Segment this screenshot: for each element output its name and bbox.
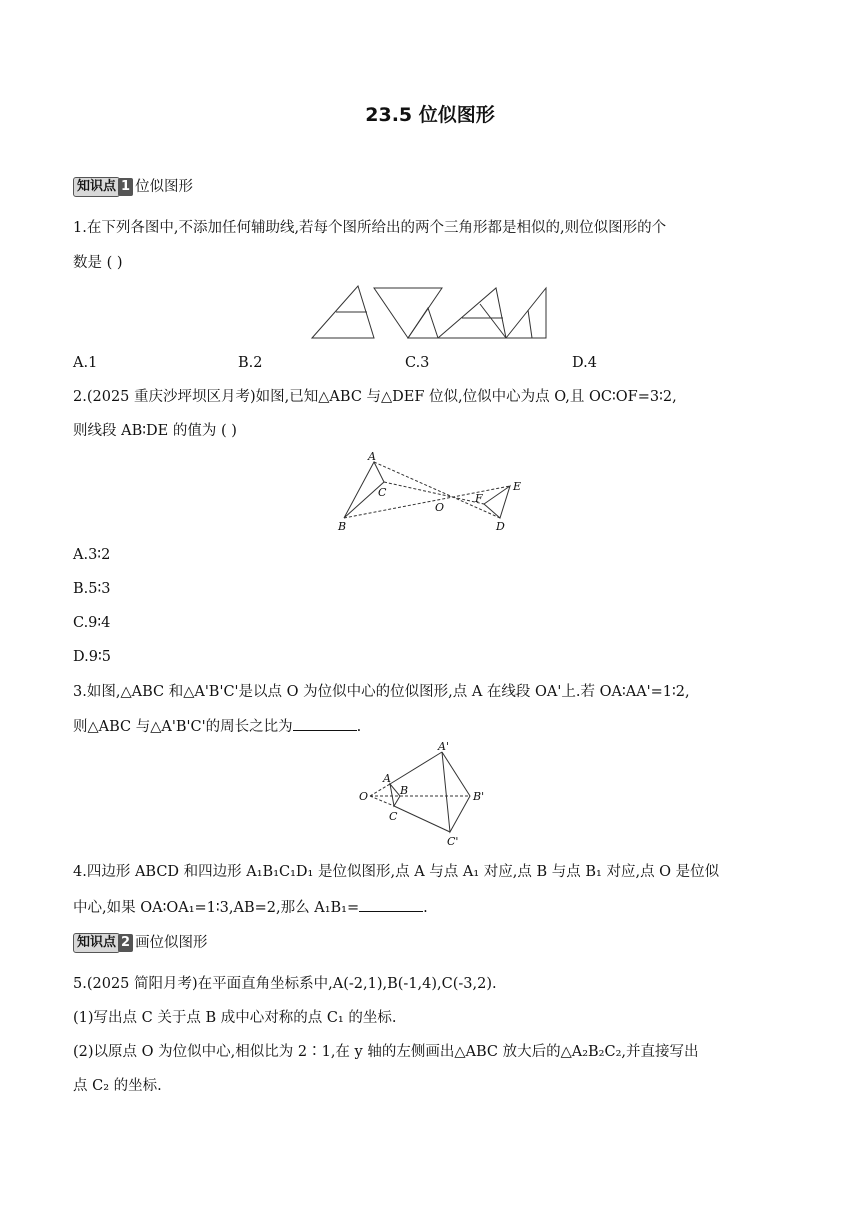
section-title: 位似图形 [135,178,194,195]
fig2-triangle-upper [374,288,442,338]
question-2-choice-b: B.5∶3 [73,581,111,597]
label-c-prime: C' [447,835,459,848]
knowledge-badge: 知识点 1 [73,176,133,197]
question-2-choice-a: A.3∶2 [73,547,111,563]
triangle-abc [390,784,400,806]
question-2-choice-d: D.9∶5 [73,649,111,665]
fig2-triangle-lower [408,308,438,338]
label-b: B [400,784,409,797]
label-b-prime: B' [473,790,485,803]
label-b: B [338,520,347,533]
question-2-figure [332,446,532,536]
question-3-line-2: 则△ABC 与△A'B'C'的周长之比为 . [73,716,361,737]
label-e: E [513,480,522,493]
question-1-line-2: 数是 ( ) [73,255,123,271]
question-2-choice-c: C.9∶4 [73,615,111,631]
section-title: 画位似图形 [135,934,208,951]
question-5-line-2: (1)写出点 C 关于点 B 成中心对称的点 C₁ 的坐标. [73,1010,397,1026]
question-2-line-2: 则线段 AB∶DE 的值为 ( ) [73,423,237,439]
question-3-figure [356,738,506,848]
fig3-triangle-large [438,288,506,338]
label-o: O [435,501,445,514]
label-c: C [378,486,387,499]
question-3-line-1: 3.如图,△ABC 和△A'B'C'是以点 O 为位似中心的位似图形,点 A 在线段 OA'上.若 OA∶AA'=1∶2, [73,684,690,700]
knowledge-badge: 知识点 2 [73,932,133,953]
question-1-choice-c: C.3 [405,355,430,371]
page-title: 23.5 位似图形 [365,104,495,126]
question-1-choice-a: A.1 [73,355,98,371]
fig4-inner-line [528,310,532,338]
label-a: A [383,772,391,785]
question-1-line-1: 1.在下列各图中,不添加任何辅助线,若每个图所给出的两个三角形都是相似的,则位似图形的个 [73,220,667,236]
answer-blank [359,897,423,912]
question-5-line-3: (2)以原点 O 为位似中心,相似比为 2∶1,在 y 轴的左侧画出△ABC 放大后的△A₂B₂C₂,并直接写出 [73,1044,699,1060]
question-1-choice-b: B.2 [238,355,263,371]
question-4-line-2: 中心,如果 OA∶OA₁=1∶3,AB=2,那么 A₁B₁= . [73,897,428,918]
question-2-line-1: 2.(2025 重庆沙坪坝区月考)如图,已知△ABC 与△DEF 位似,位似中心为点 O,且 OC∶OF=3∶2, [73,389,677,405]
question-5-line-4: 点 C₂ 的坐标. [73,1078,162,1094]
fig4-triangle-large [506,288,546,338]
question-5-line-1: 5.(2025 简阳月考)在平面直角坐标系中,A(-2,1),B(-1,4),C(-3,2). [73,976,497,992]
label-a-prime: A' [438,740,449,753]
label-a: A [368,450,376,463]
question-1-choice-d: D.4 [572,355,597,371]
section-header-1 [73,176,193,197]
question-1-figure [310,284,550,340]
section-header-2 [73,932,208,953]
dashed-line-be [344,486,510,518]
label-o: O [359,790,369,803]
label-d: D [496,520,505,533]
label-f: F [475,492,483,505]
triangle-a-prime-b-prime-c-prime [442,752,470,832]
label-c: C [389,810,398,823]
question-4-line-1: 4.四边形 ABCD 和四边形 A₁B₁C₁D₁ 是位似图形,点 A 与点 A₁ 对应,点 B 与点 B₁ 对应,点 O 是位似 [73,864,720,880]
answer-blank [293,716,357,731]
triangle-def [484,486,510,518]
